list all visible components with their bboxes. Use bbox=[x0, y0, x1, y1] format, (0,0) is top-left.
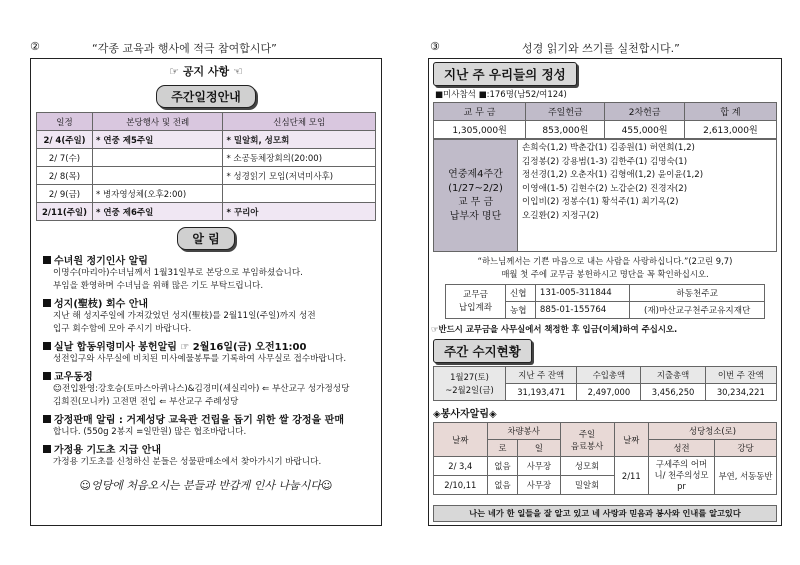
notice-section-title-text: 성지(聖枝) 회수 안내 bbox=[54, 299, 149, 310]
finance-header: 이번 주 잔액 bbox=[705, 367, 776, 384]
payer-label-line: 납부자 명단 bbox=[449, 210, 502, 222]
bullet-square-icon bbox=[43, 299, 51, 307]
schedule-row bbox=[37, 185, 376, 203]
vol-header-clean-sub: 성전 bbox=[649, 440, 715, 457]
bullet-square-icon bbox=[43, 415, 51, 423]
vol-meal: 밀알회 bbox=[560, 476, 614, 495]
notice-section-title bbox=[43, 295, 373, 310]
notice-section-title-text: 교우동정 bbox=[54, 372, 93, 383]
notice-title: ☞ 공지 사항 ☜ bbox=[169, 65, 243, 78]
notice-section-line: 합니다. (550g 2봉지 =일만원) 많은 협조바랍니다. bbox=[53, 427, 247, 437]
account-label-line: 교무금 bbox=[463, 289, 488, 300]
payer-line: 이영애(1-5) 김현수(2) 노갑순(2) 진경자(2) bbox=[522, 183, 688, 194]
finance-header: 수입총액 bbox=[577, 367, 641, 384]
schedule-row bbox=[37, 131, 376, 149]
notice-section-line: 이명수(마리아)수녀님께서 1월31일부로 본당으로 부임하셨습니다. bbox=[53, 268, 303, 278]
notice-section bbox=[43, 295, 373, 336]
account-number: 131-005-311844 bbox=[535, 285, 629, 302]
vol-car: 사무장 bbox=[518, 457, 560, 476]
notice-section-line: 김희진(모니카) 고전면 전입 ⇐ 부산교구 주례성당 bbox=[53, 397, 239, 407]
account-label bbox=[446, 285, 506, 319]
vol-header-meal-line: 주일 bbox=[578, 428, 596, 439]
notice-section bbox=[43, 411, 373, 439]
payer-line: 오길환(2) 지정구(2) bbox=[522, 210, 599, 221]
left-page-header: “각종 교육과 행사에 적극 참여합시다” bbox=[92, 42, 277, 55]
notice-section-line: 입구 회수함에 모아 주시기 바랍니다. bbox=[53, 324, 192, 334]
notice-section-title bbox=[43, 252, 373, 267]
account-notice: ☞반드시 교무금을 사무실에서 책정한 후 입금(이체)하여 주십시오. bbox=[431, 324, 678, 334]
notice-section bbox=[43, 441, 373, 469]
vol-clean-sanctuary: 구세주의 어머니/ 천주의성모pr bbox=[649, 457, 715, 495]
vol-date: 2/ 3,4 bbox=[434, 457, 488, 476]
offering-header: 주일헌금 bbox=[526, 103, 605, 121]
offering-table bbox=[433, 102, 777, 139]
schedule-event: * 연중 제6주일 bbox=[93, 203, 223, 221]
schedule-row bbox=[37, 167, 376, 185]
schedule-row bbox=[37, 149, 376, 167]
schedule-date: 2/ 9(금) bbox=[37, 185, 93, 203]
schedule-event: * 병자영성체(오후2:00) bbox=[93, 185, 223, 203]
schedule-group bbox=[223, 185, 376, 203]
notice-section-title-text: 강정판매 알림 : 거제성당 교육관 건립을 돕기 위한 쌀 강정을 판매 bbox=[54, 415, 344, 426]
schedule-group: * 성경읽기 모임(저녁미사후) bbox=[223, 167, 376, 185]
right-page bbox=[428, 58, 782, 526]
volunteer-title: ◈봉사자알림◈ bbox=[433, 409, 497, 420]
schedule-date: 2/11(주일) bbox=[37, 203, 93, 221]
finance-value: 30,234,221 bbox=[705, 384, 776, 401]
bullet-square-icon bbox=[43, 445, 51, 453]
payer-line: 김정봉(2) 강용범(1-3) 김한주(1) 김명숙(1) bbox=[522, 156, 688, 167]
account-holder: 하동천주교 bbox=[630, 285, 765, 302]
account-number: 885-01-155764 bbox=[535, 302, 629, 319]
schedule-group: * 꾸리아 bbox=[223, 203, 376, 221]
account-label-line: 납입계좌 bbox=[458, 302, 493, 313]
account-holder: (재)마산교구천주교유지재단 bbox=[630, 302, 765, 319]
schedule-header-group: 신심단체 모임 bbox=[223, 113, 376, 131]
schedule-group: * 소공동체장회의(20:00) bbox=[223, 149, 376, 167]
attendance: ■미사참석 ■:176명(남52/여124) bbox=[435, 90, 567, 100]
schedule-date: 2/ 7(수) bbox=[37, 149, 93, 167]
vol-car: 사무장 bbox=[518, 476, 560, 495]
payer-table bbox=[433, 139, 777, 252]
vol-car: 없음 bbox=[487, 457, 518, 476]
notice-section-line: 가정용 기도초를 신청하신 분들은 성물판매소에서 찾아가시기 바랍니다. bbox=[53, 457, 322, 467]
schedule-date: 2/ 4(주일) bbox=[37, 131, 93, 149]
volunteer-table bbox=[433, 422, 777, 495]
finance-value: 31,193,471 bbox=[506, 384, 577, 401]
vol-header-date: 날짜 bbox=[434, 423, 488, 457]
account-bank: 신협 bbox=[506, 285, 536, 302]
payer-label-line: 교 무 금 bbox=[457, 196, 494, 208]
schedule-table bbox=[36, 112, 376, 221]
notice-section-title-text: 실날 합동위령미사 봉헌알림 ☞ 2월16일(금) 오전11:00 bbox=[54, 342, 307, 353]
finance-header: 지출총액 bbox=[641, 367, 705, 384]
offering-header: 2차헌금 bbox=[605, 103, 684, 121]
vol-header-car: 차량봉사 bbox=[487, 423, 560, 440]
notice-section-line: 부임을 환영하며 수녀님을 위해 많은 기도 부탁드립니다. bbox=[53, 281, 264, 291]
notice-section bbox=[43, 368, 373, 409]
notice-section-title bbox=[43, 368, 373, 383]
payer-list bbox=[518, 140, 777, 252]
vol-date: 2/10,11 bbox=[434, 476, 488, 495]
notice-section-line: 지난 해 성지주일에 가져갔었던 성지(聖枝)를 2월11일(주일)까지 성전 bbox=[53, 311, 316, 321]
schedule-event bbox=[93, 149, 223, 167]
right-page-header: 성경 읽기와 쓰기를 실천합시다.” bbox=[522, 42, 680, 55]
notice-section-line: ☺전입환영:강호승(토마스아퀴나스)&김경미(세실리아) ⇐ 부산교구 성가정성당 bbox=[53, 384, 350, 394]
payer-label-line: 연중제4주간 bbox=[448, 168, 503, 180]
left-page bbox=[30, 58, 382, 526]
finance-table bbox=[433, 366, 777, 401]
finance-value: 3,456,250 bbox=[641, 384, 705, 401]
finance-value: 2,497,000 bbox=[577, 384, 641, 401]
schedule-date: 2/ 8(목) bbox=[37, 167, 93, 185]
alim-title: 알 림 bbox=[177, 227, 234, 250]
account-bank: 농협 bbox=[506, 302, 536, 319]
offering-title: 지난 주 우리들의 정성 bbox=[433, 62, 577, 86]
payer-line: 정선경(1,2) 오춘자(1) 김형애(1,2) 윤이윤(1,2) bbox=[522, 170, 704, 180]
offering-value: 853,000원 bbox=[526, 121, 605, 139]
notice-section-title bbox=[43, 411, 373, 426]
offering-value: 1,305,000원 bbox=[434, 121, 526, 139]
vol-header-car-sub: 로 bbox=[487, 440, 518, 457]
vol-header-car-sub: 일 bbox=[518, 440, 560, 457]
left-page-number: ② bbox=[30, 40, 40, 53]
offering-reminder: 매월 첫 주에 교무금 봉헌하시고 명단을 꼭 확인하십시오. bbox=[501, 269, 709, 279]
payer-label-line: (1/27~2/2) bbox=[448, 182, 503, 194]
vol-clean-hall: 부연, 서동동반 bbox=[715, 457, 777, 495]
finance-header: 지난 주 잔액 bbox=[506, 367, 577, 384]
schedule-title: 주간일정안내 bbox=[156, 85, 256, 108]
vol-header-clean: 성당청소(로) bbox=[649, 423, 777, 440]
schedule-header-date: 일정 bbox=[37, 113, 93, 131]
vol-clean-date: 2/11 bbox=[614, 457, 648, 495]
notice-section-line: 성전입구와 사무실에 비치된 미사예물봉투를 기록하여 사무실로 접수바랍니다. bbox=[53, 354, 347, 364]
finance-period-line: ~2월2일(금) bbox=[445, 384, 494, 395]
schedule-event: * 연중 제5주일 bbox=[93, 131, 223, 149]
vol-car: 없음 bbox=[487, 476, 518, 495]
vol-header-clean-sub: 강당 bbox=[715, 440, 777, 457]
offering-value: 455,000원 bbox=[605, 121, 684, 139]
notice-section-title bbox=[43, 441, 373, 456]
schedule-header-event: 본당행사 및 전례 bbox=[93, 113, 223, 131]
footer-verse: 나는 네가 한 일들을 잘 알고 있고 네 사랑과 믿음과 봉사와 인내를 알고있다 bbox=[433, 505, 777, 522]
payer-line: 손희숙(1,2) 박춘갑(1) 김종원(1) 허연희(1,2) bbox=[522, 143, 695, 153]
bullet-square-icon bbox=[43, 256, 51, 264]
notice-section-title-text: 가정용 기도초 지급 안내 bbox=[54, 445, 162, 456]
vol-header-meal bbox=[560, 423, 614, 457]
payer-label bbox=[434, 140, 518, 252]
schedule-row bbox=[37, 203, 376, 221]
notice-section-title bbox=[43, 338, 373, 353]
vol-header-date2: 날짜 bbox=[614, 423, 648, 457]
finance-period bbox=[434, 367, 506, 401]
offering-header: 교 무 금 bbox=[434, 103, 526, 121]
vol-header-meal-line: 음료봉사 bbox=[570, 440, 604, 451]
finance-period-line: 1월27(토) bbox=[450, 371, 489, 382]
schedule-group: * 밀알회, 성모회 bbox=[223, 131, 376, 149]
closing-greeting: ☺엉당에 처음오시는 분들과 반갑게 인사 나눕시다☺ bbox=[79, 479, 333, 492]
notice-section-title-text: 수녀원 정기인사 알림 bbox=[54, 256, 148, 267]
offering-header: 합 계 bbox=[684, 103, 776, 121]
account-table bbox=[445, 284, 765, 319]
offering-value: 2,613,000원 bbox=[684, 121, 776, 139]
notice-section bbox=[43, 338, 373, 366]
vol-meal: 성모회 bbox=[560, 457, 614, 476]
payer-line: 이입비(2) 정봉수(1) 황석주(1) 최기옥(2) bbox=[522, 197, 679, 207]
schedule-event bbox=[93, 167, 223, 185]
bullet-square-icon bbox=[43, 342, 51, 350]
scripture-quote: “하느님께서는 기쁜 마음으로 내는 사람을 사랑하십니다.”(2고린 9,7) bbox=[477, 256, 733, 266]
notice-section bbox=[43, 252, 373, 293]
right-page-number: ③ bbox=[430, 40, 440, 53]
bullet-square-icon bbox=[43, 372, 51, 380]
finance-title: 주간 수지현황 bbox=[433, 339, 532, 363]
